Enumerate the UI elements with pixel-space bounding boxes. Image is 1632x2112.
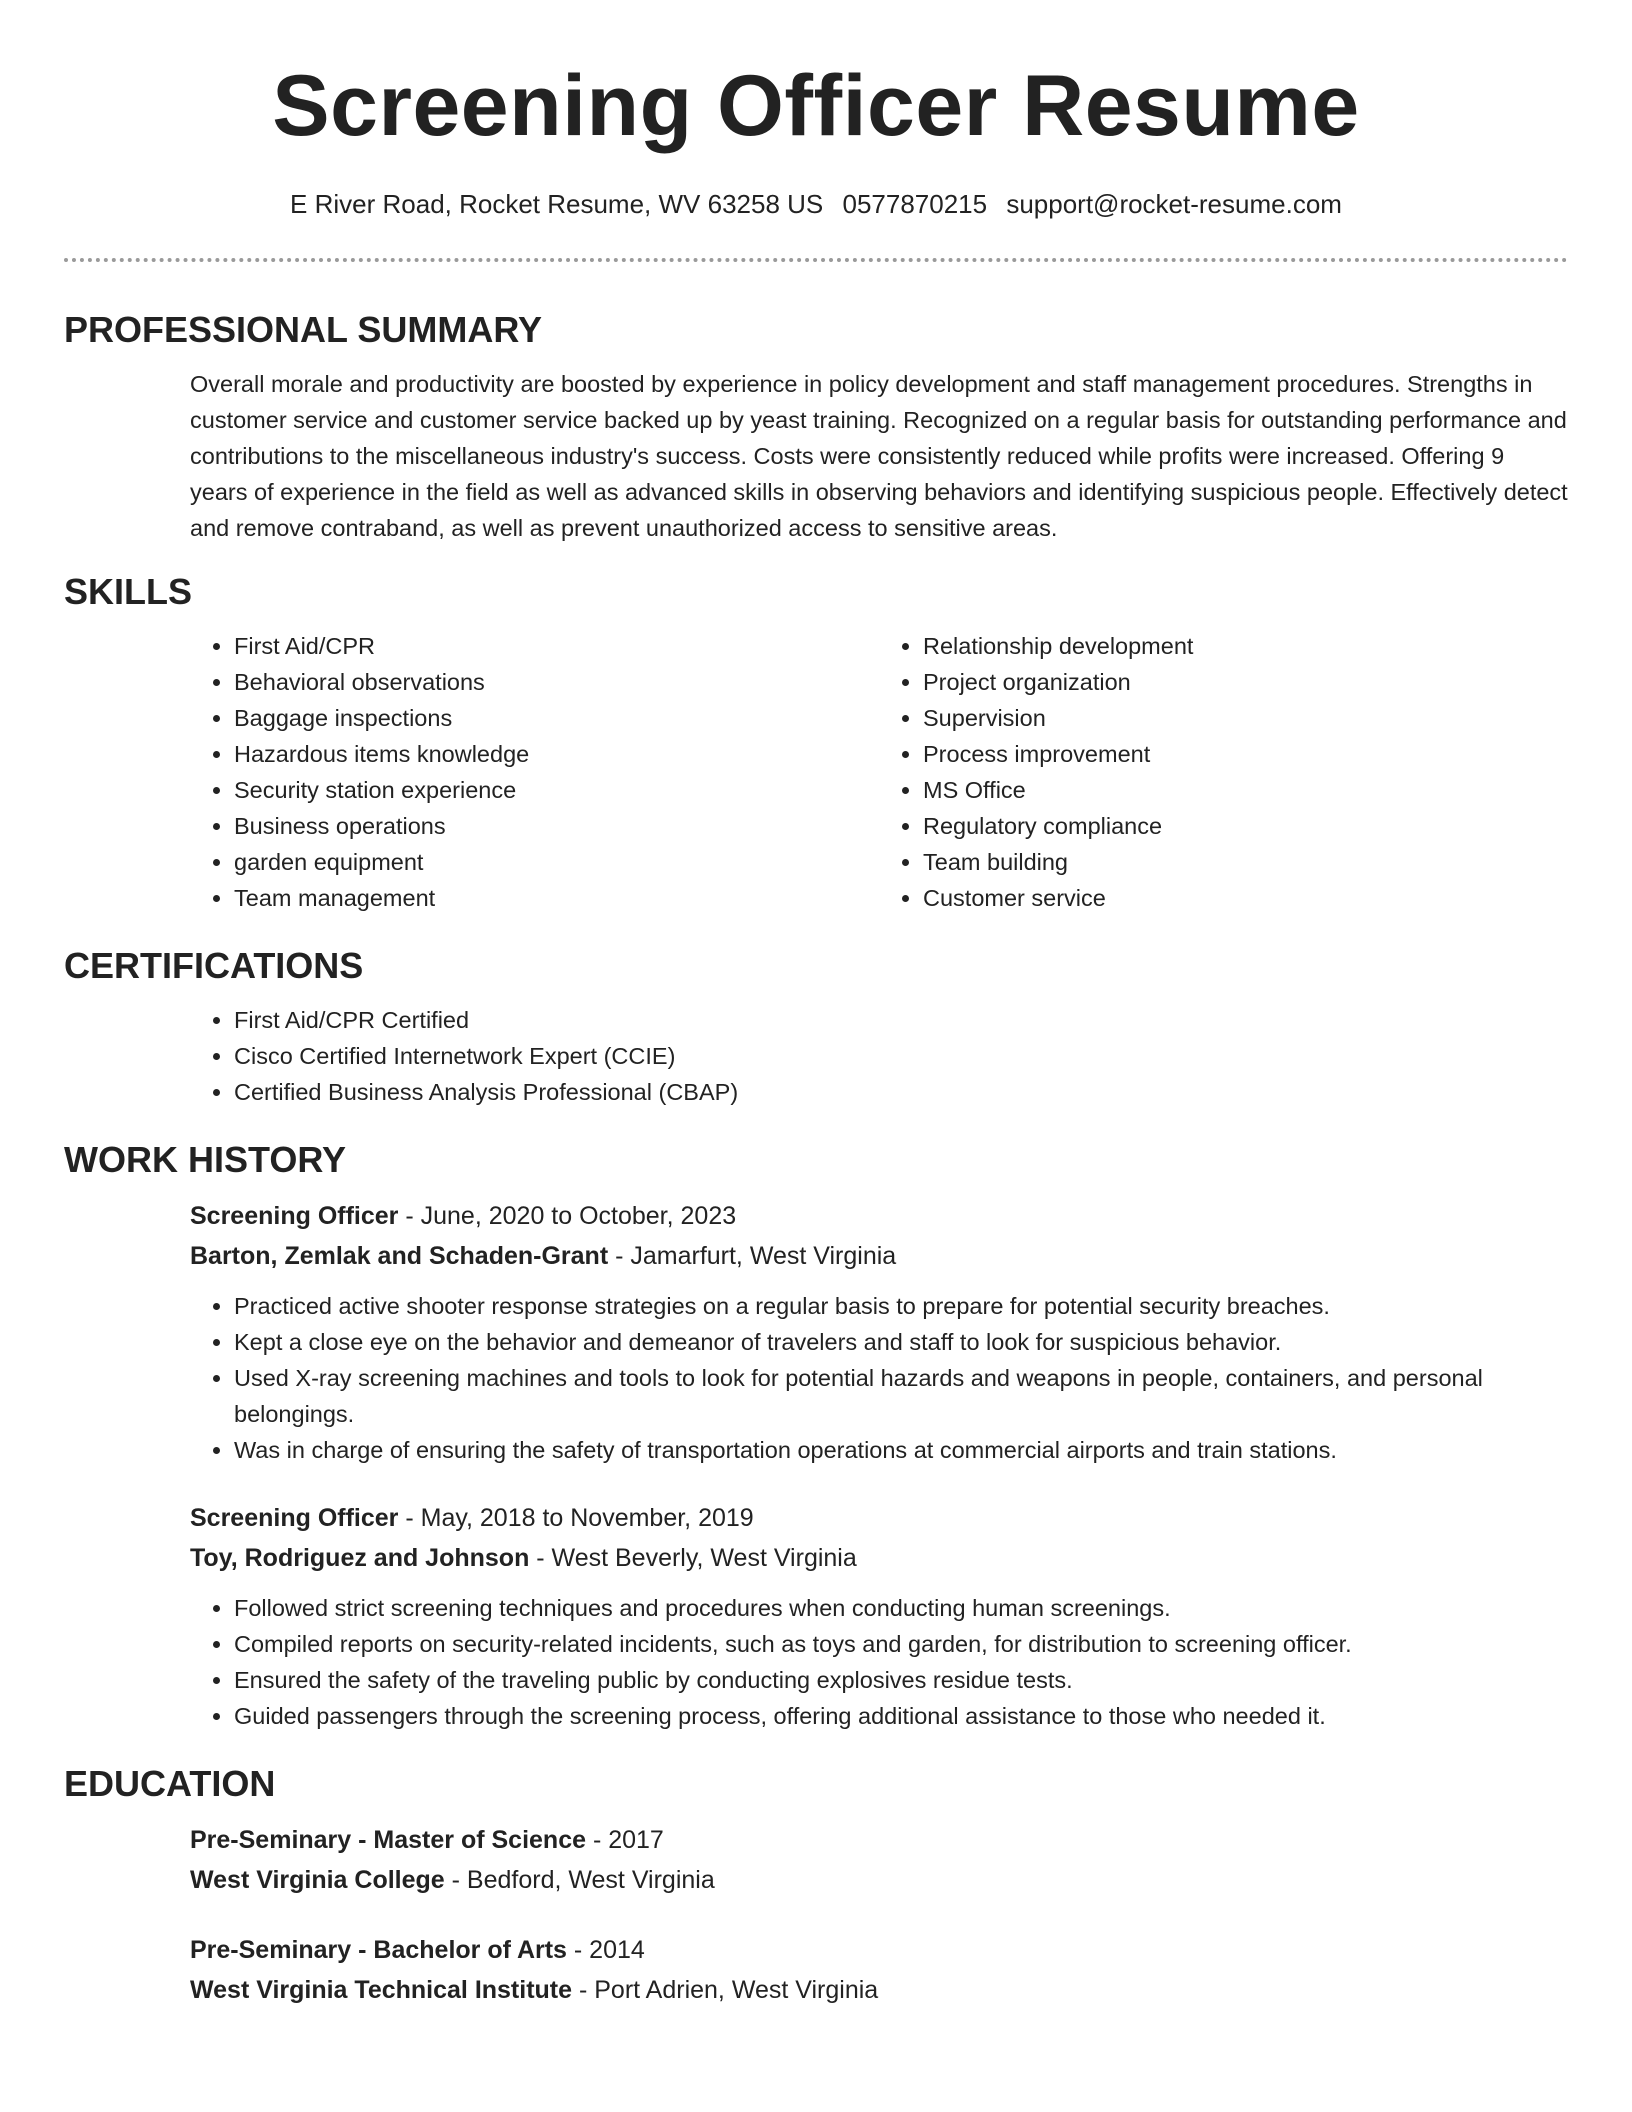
skill-item: • Hazardous items knowledge <box>234 736 879 772</box>
certification-item: • Certified Business Analysis Professional (CBAP) <box>234 1074 1568 1110</box>
job-bullet: • Used X-ray screening machines and tools to look for potential hazards and weapons in people, containers, and personal belongings. <box>234 1360 1568 1432</box>
skill-item: • Process improvement <box>923 736 1568 772</box>
skills-right-list <box>879 628 1568 916</box>
job-company-line <box>190 1236 1568 1276</box>
job-bullets <box>190 1288 1568 1468</box>
skill-item: • Security station experience <box>234 772 879 808</box>
skill-item: • Relationship development <box>923 628 1568 664</box>
skill-item: • Baggage inspections <box>234 700 879 736</box>
job-title-line <box>190 1498 1568 1538</box>
job-company: Barton, Zemlak and Schaden-Grant <box>190 1242 609 1270</box>
job-bullet: • Practiced active shooter response strategies on a regular basis to prepare for potential security breaches. <box>234 1288 1568 1324</box>
job-bullet: • Compiled reports on security-related incidents, such as toys and garden, for distribution to screening officer. <box>234 1626 1568 1662</box>
skill-item: • MS Office <box>923 772 1568 808</box>
education-degree: Pre-Seminary - Bachelor of Arts <box>190 1936 567 1964</box>
skill-item: • Behavioral observations <box>234 664 879 700</box>
skill-item: • Customer service <box>923 880 1568 916</box>
job-bullet: • Ensured the safety of the traveling public by conducting explosives residue tests. <box>234 1662 1568 1698</box>
education-degree-line <box>190 1820 1568 1860</box>
skill-item: • Project organization <box>923 664 1568 700</box>
contact-phone: 0577870215 <box>842 189 988 219</box>
contact-email: support@rocket-resume.com <box>1006 189 1342 219</box>
skills-heading: SKILLS <box>64 571 193 612</box>
certifications-heading: CERTIFICATIONS <box>64 945 364 986</box>
education-location: - Port Adrien, West Virginia <box>572 1976 879 2004</box>
job-dates: - June, 2020 to October, 2023 <box>398 1202 737 1230</box>
education-year: - 2017 <box>586 1826 664 1854</box>
education-degree: Pre-Seminary - Master of Science <box>190 1826 586 1854</box>
job-company-line <box>190 1538 1568 1578</box>
job-title-line <box>190 1196 1568 1236</box>
job-bullet: • Was in charge of ensuring the safety of transportation operations at commercial airports and train stations. <box>234 1432 1568 1468</box>
work-history-heading: WORK HISTORY <box>64 1139 347 1180</box>
contact-address: E River Road, Rocket Resume, WV 63258 US <box>290 189 824 219</box>
education-school-line <box>190 1970 1568 2010</box>
skill-item: • Supervision <box>923 700 1568 736</box>
job-bullets <box>190 1590 1568 1734</box>
skill-item: • Team building <box>923 844 1568 880</box>
job-bullet: • Guided passengers through the screening process, offering additional assistance to those who needed it. <box>234 1698 1568 1734</box>
header-divider <box>64 258 1568 262</box>
certifications-list <box>64 1002 1568 1110</box>
education-school: West Virginia Technical Institute <box>190 1976 573 2004</box>
skill-item: • garden equipment <box>234 844 879 880</box>
education-year: - 2014 <box>566 1936 645 1964</box>
skills-grid <box>64 628 1568 916</box>
education-entry <box>64 1820 1568 1900</box>
job-entry <box>64 1498 1568 1734</box>
education-degree-line <box>190 1930 1568 1970</box>
resume-title: Screening Officer Resume <box>272 58 1360 154</box>
education-heading: EDUCATION <box>64 1763 276 1804</box>
job-entry <box>64 1196 1568 1468</box>
job-location: - West Beverly, West Virginia <box>529 1544 857 1572</box>
job-location: - Jamarfurt, West Virginia <box>608 1242 897 1270</box>
skills-left-list <box>190 628 879 916</box>
education-school: West Virginia College <box>190 1866 445 1894</box>
job-bullet: • Kept a close eye on the behavior and demeanor of travelers and staff to look for suspicious behavior. <box>234 1324 1568 1360</box>
certification-item: • First Aid/CPR Certified <box>234 1002 1568 1038</box>
job-company: Toy, Rodriguez and Johnson <box>190 1544 530 1572</box>
job-dates: - May, 2018 to November, 2019 <box>398 1504 754 1532</box>
education-location: - Bedford, West Virginia <box>444 1866 715 1894</box>
job-role: Screening Officer <box>190 1504 399 1532</box>
skill-item: • Team management <box>234 880 879 916</box>
skill-item: • Business operations <box>234 808 879 844</box>
job-bullet: • Followed strict screening techniques and procedures when conducting human screenings. <box>234 1590 1568 1626</box>
certification-item: • Cisco Certified Internetwork Expert (CCIE) <box>234 1038 1568 1074</box>
skill-item: • First Aid/CPR <box>234 628 879 664</box>
summary-text: Overall morale and productivity are boosted by experience in policy development and staff management procedures. Strengths in customer service and customer service backed up by yeast training. Recognized on a regular basis for outstanding performance and contributions to the miscellaneous industry's success. Costs were consistently reduced while profits were increased. Offering 9 years of experience in the field as well as advanced skills in observing behaviors and identifying suspicious people. Effectively detect and remove contraband, as well as prevent unauthorized access to sensitive areas. <box>190 371 1568 541</box>
summary-heading: PROFESSIONAL SUMMARY <box>64 309 543 350</box>
education-school-line <box>190 1860 1568 1900</box>
skill-item: • Regulatory compliance <box>923 808 1568 844</box>
education-entry <box>64 1930 1568 2010</box>
job-role: Screening Officer <box>190 1202 399 1230</box>
contact-line <box>64 186 1568 222</box>
